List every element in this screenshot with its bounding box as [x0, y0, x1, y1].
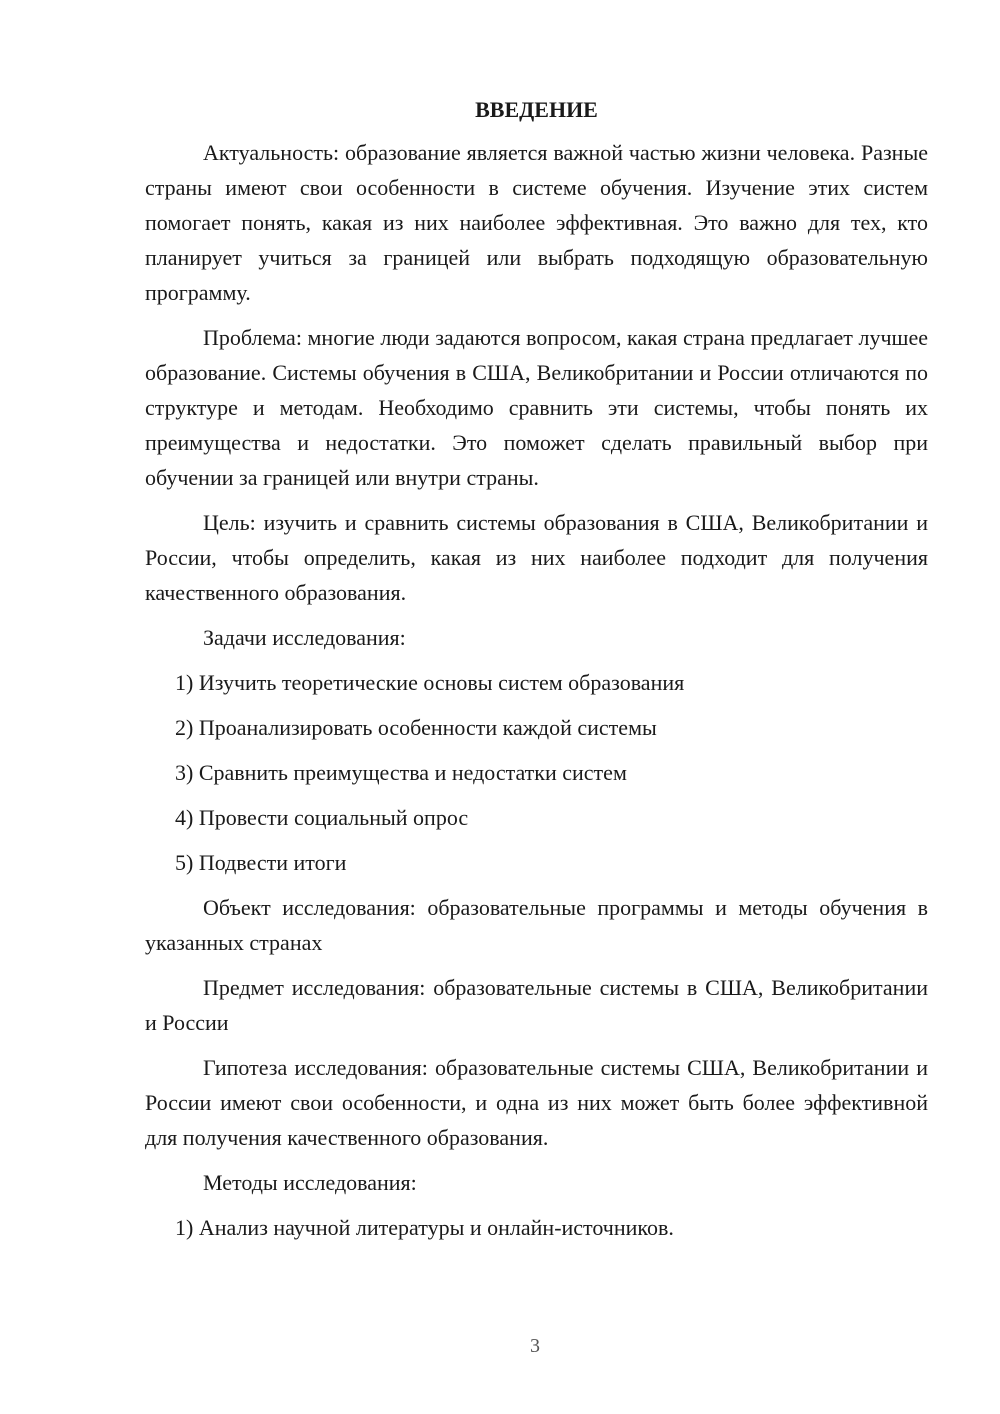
methods-list — [145, 1210, 928, 1245]
tasks-list — [145, 665, 928, 880]
document-page — [145, 93, 928, 1255]
paragraph-goal: Цель: изучить и сравнить системы образования в США, Великобритании и России, чтобы определить, какая из них наиболее подходит для получения качественного образования. — [145, 510, 928, 605]
list-item: 1) Изучить теоретические основы систем образования — [175, 670, 685, 695]
paragraph-relevance: Актуальность: образование является важной частью жизни человека. Разные страны имеют свои особенности в системе обучения. Изучение этих систем помогает понять, какая из них наиболее эффективная. Это важно для тех, кто планирует учиться за границей или выбрать подходящую образовательную программу. — [145, 140, 928, 305]
page-number: 3 — [530, 1335, 540, 1357]
tasks-heading: Задачи исследования: — [203, 625, 406, 650]
paragraph-object: Объект исследования: образовательные программы и методы обучения в указанных странах — [145, 895, 928, 955]
list-item: 1) Анализ научной литературы и онлайн-источников. — [175, 1215, 674, 1240]
paragraph-hypothesis: Гипотеза исследования: образовательные системы США, Великобритании и России имеют свои особенности, и одна из них может быть более эффективной для получения качественного образования. — [145, 1055, 928, 1150]
paragraph-subject: Предмет исследования: образовательные системы в США, Великобритании и России — [145, 975, 928, 1035]
list-item: 3) Сравнить преимущества и недостатки систем — [175, 760, 627, 785]
list-item: 2) Проанализировать особенности каждой системы — [175, 715, 657, 740]
section-title: ВВЕДЕНИЕ — [475, 97, 598, 122]
paragraph-problem: Проблема: многие люди задаются вопросом, какая страна предлагает лучшее образование. Системы обучения в США, Великобритании и России отличаются по структуре и методам. Необходимо сравнить эти системы, чтобы понять их преимущества и недостатки. Это поможет сделать правильный выбор при обучении за границей или внутри страны. — [145, 325, 928, 490]
list-item: 5) Подвести итоги — [175, 850, 347, 875]
methods-heading: Методы исследования: — [203, 1170, 417, 1195]
list-item: 4) Провести социальный опрос — [175, 805, 469, 830]
